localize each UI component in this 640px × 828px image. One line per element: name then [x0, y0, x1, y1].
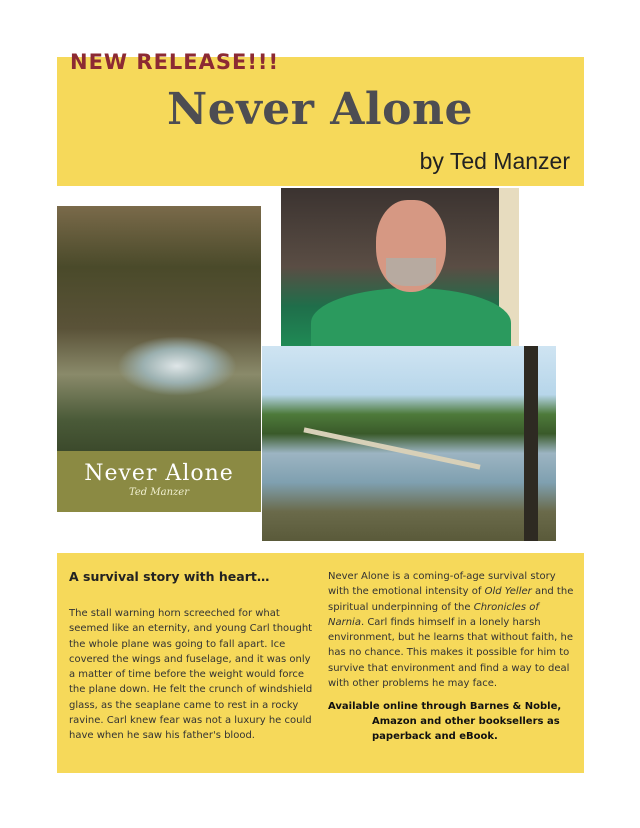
cover-title-strip	[57, 451, 261, 512]
photo-log	[303, 427, 480, 469]
cover-river	[117, 336, 237, 396]
photo-shirt	[311, 288, 511, 346]
author-byline: by Ted Manzer	[419, 148, 570, 174]
old-yeller-title: Old Yeller	[484, 586, 532, 598]
book-title: Never Alone	[167, 84, 473, 135]
description-paragraph: Never Alone is a coming-of-age survival story with the emotional intensity of Old Yeller and the spiritual underpinning of the Chronicles of Narnia. Carl finds himself in a lonely harsh environment, but he learns that without faith, he has no chance. This makes it possible for him to survive that environment and find a way to deal with other problems he may face.	[328, 571, 574, 690]
availability-line-1: Available online through Barnes & Noble,	[328, 701, 562, 713]
book-cover-image	[57, 206, 261, 512]
synopsis-paragraph: The stall warning horn screeched for what seemed like an eternity, and young Carl thought the whole plane was going to fall apart. Ice covered the wings and fuselage, and it was only a matter of time before the weight would force the plane down. He felt the crunch of windshield glass, as the seaplane came to rest in a rocky ravine. Carl knew fear was not a luxury he could have when he saw his father's blood.	[69, 608, 313, 742]
photo-tree-trunk	[524, 346, 538, 541]
left-column	[69, 569, 319, 744]
narnia-title: Chronicles of Narnia	[328, 601, 539, 628]
right-column	[328, 569, 576, 744]
cover-author: Ted Manzer	[129, 487, 189, 498]
photo-beard	[386, 258, 436, 286]
availability-line-2: Amazon and other booksellers as paperback and eBook.	[372, 716, 560, 743]
lake-photo	[262, 346, 556, 541]
availability-note	[328, 699, 576, 744]
new-release-tag: NEW RELEASE!!!	[70, 50, 280, 74]
author-photo	[281, 188, 519, 346]
section-subhead: A survival story with heart…	[69, 569, 270, 584]
cover-title: Never Alone	[84, 461, 234, 486]
